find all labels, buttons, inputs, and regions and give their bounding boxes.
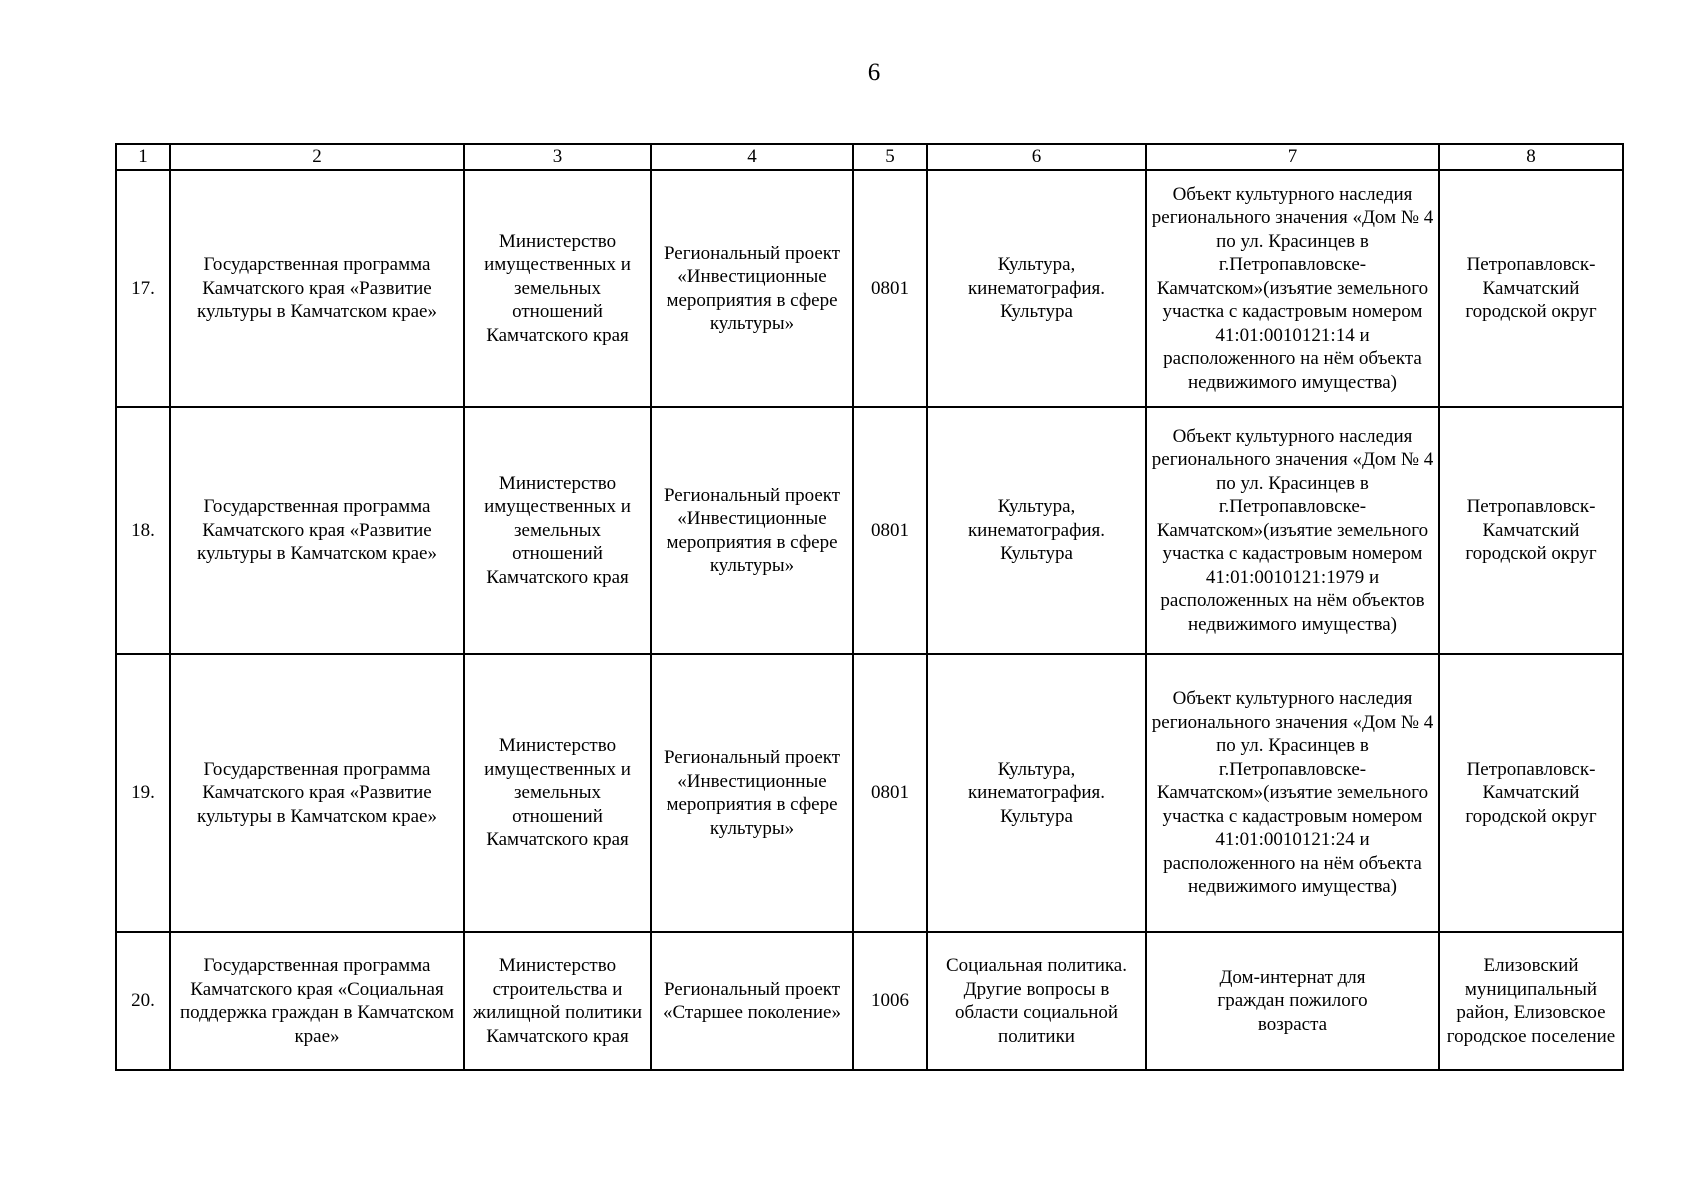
row-number-cell: 18. — [116, 407, 170, 654]
budget-code-cell: 0801 — [853, 654, 927, 932]
program-text: Государственная программа Камчатского края «Развитие культуры в Камчатском крае» — [197, 254, 437, 323]
municipality-cell — [1439, 654, 1623, 932]
ministry-text: Министерство имущественных и земельных отношений Камчатского края — [484, 230, 631, 346]
page-number: 6 — [867, 59, 881, 86]
budget-section-cell — [927, 932, 1146, 1070]
objects-table — [115, 143, 1624, 1071]
municipality-text: Елизовский муниципальный район, Елизовское городское поселение — [1446, 955, 1616, 1047]
object-cell — [1146, 932, 1439, 1070]
program-cell — [170, 654, 464, 932]
column-header: 4 — [651, 144, 853, 170]
column-header: 8 — [1439, 144, 1623, 170]
program-text: Государственная программа Камчатского края «Социальная поддержка граждан в Камчатском крае» — [180, 955, 455, 1047]
program-text: Государственная программа Камчатского края «Развитие культуры в Камчатском крае» — [197, 758, 437, 827]
table-row — [116, 932, 1623, 1070]
budget-section-text: Культура, кинематография. Культура — [967, 254, 1106, 323]
municipality-text: Петропавловск-Камчатский городской округ — [1465, 254, 1597, 323]
ministry-cell — [464, 170, 651, 407]
budget-section-cell — [927, 170, 1146, 407]
column-header: 1 — [116, 144, 170, 170]
municipality-text: Петропавловск-Камчатский городской округ — [1465, 496, 1597, 565]
column-header: 2 — [170, 144, 464, 170]
table-row — [116, 170, 1623, 407]
object-cell: Объект культурного наследия регионального значения «Дом № 4 по ул. Красинцев в г.Петропавловске-Камчатском»(изъятие земельного участка с кадастровым номером 41:01:0010121:1979 и расположенных на нём объектов недвижимого имущества) — [1146, 407, 1439, 654]
project-cell: Региональный проект «Инвестиционные мероприятия в сфере культуры» — [651, 654, 853, 932]
column-header: 3 — [464, 144, 651, 170]
ministry-text: Министерство строительства и жилищной политики Камчатского края — [472, 955, 643, 1047]
object-cell: Объект культурного наследия регионального значения «Дом № 4 по ул. Красинцев в г.Петропавловске-Камчатском»(изъятие земельного участка с кадастровым номером 41:01:0010121:24 и расположенного на нём объекта недвижимого имущества) — [1146, 654, 1439, 932]
budget-section-text: Культура, кинематография. Культура — [967, 496, 1106, 565]
project-cell: Региональный проект «Старшее поколение» — [651, 932, 853, 1070]
project-cell: Региональный проект «Инвестиционные мероприятия в сфере культуры» — [651, 407, 853, 654]
object-text: Дом-интернат для граждан пожилого возраста — [1217, 966, 1368, 1035]
budget-section-text: Социальная политика. Другие вопросы в области социальной политики — [945, 955, 1127, 1047]
program-cell — [170, 932, 464, 1070]
row-number-cell: 17. — [116, 170, 170, 407]
municipality-cell — [1439, 407, 1623, 654]
budget-section-text: Культура, кинематография. Культура — [967, 758, 1106, 827]
municipality-cell — [1439, 932, 1623, 1070]
ministry-cell — [464, 932, 651, 1070]
program-cell — [170, 407, 464, 654]
ministry-text: Министерство имущественных и земельных отношений Камчатского края — [484, 472, 631, 588]
program-text: Государственная программа Камчатского края «Развитие культуры в Камчатском крае» — [197, 496, 437, 565]
table-row — [116, 407, 1623, 654]
column-header: 7 — [1146, 144, 1439, 170]
table-row — [116, 654, 1623, 932]
budget-section-cell — [927, 654, 1146, 932]
budget-code-cell: 1006 — [853, 932, 927, 1070]
budget-section-cell — [927, 407, 1146, 654]
program-cell — [170, 170, 464, 407]
row-number-cell: 19. — [116, 654, 170, 932]
row-number-cell: 20. — [116, 932, 170, 1070]
ministry-text: Министерство имущественных и земельных отношений Камчатского края — [484, 735, 631, 851]
column-header: 6 — [927, 144, 1146, 170]
column-header: 5 — [853, 144, 927, 170]
budget-code-cell: 0801 — [853, 170, 927, 407]
project-cell: Региональный проект «Инвестиционные мероприятия в сфере культуры» — [651, 170, 853, 407]
ministry-cell — [464, 407, 651, 654]
municipality-cell — [1439, 170, 1623, 407]
object-cell: Объект культурного наследия регионального значения «Дом № 4 по ул. Красинцев в г.Петропавловске-Камчатском»(изъятие земельного участка с кадастровым номером 41:01:0010121:14 и расположенного на нём объекта недвижимого имущества) — [1146, 170, 1439, 407]
ministry-cell — [464, 654, 651, 932]
budget-code-cell: 0801 — [853, 407, 927, 654]
column-number-row — [116, 144, 1623, 170]
municipality-text: Петропавловск-Камчатский городской округ — [1465, 758, 1597, 827]
